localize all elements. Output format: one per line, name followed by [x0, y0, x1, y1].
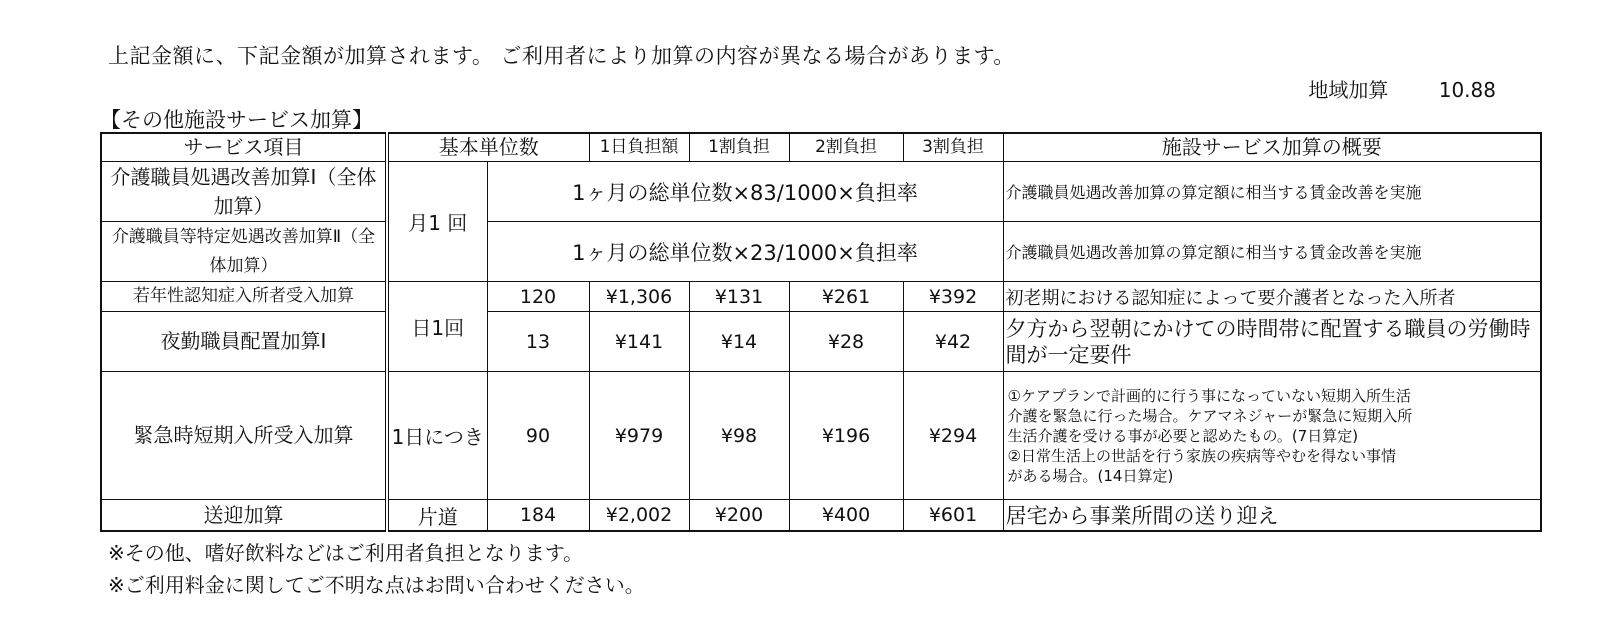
pct1-cell: ¥14	[689, 312, 789, 372]
summary-line: がある場合。(14日算定)	[1007, 466, 1174, 485]
table-row	[101, 312, 1541, 372]
region-value: 10.88	[1438, 78, 1496, 102]
pct2-cell: ¥261	[789, 282, 903, 312]
frequency: 1日につき	[387, 372, 487, 500]
daily-cell: ¥2,002	[589, 500, 689, 532]
note-line: ※その他、嗜好飲料などはご利用者負担となります。	[108, 541, 584, 565]
daily-cell: ¥141	[589, 312, 689, 372]
daily-cell: ¥979	[589, 372, 689, 500]
summary-line: 介護を緊急に行った場合。ケアマネジャーが緊急に短期入所	[1007, 406, 1413, 425]
pct2-cell: ¥400	[789, 500, 903, 532]
service-name: 介護職員処遇改善加算Ⅰ（全体加算）	[101, 162, 387, 222]
formula: 1ヶ月の総単位数×83/1000×負担率	[487, 162, 1003, 222]
region-addition	[1308, 74, 1496, 103]
summary: 介護職員処遇改善加算の算定額に相当する賃金改善を実施	[1003, 222, 1541, 282]
table-header-row	[101, 133, 1541, 162]
units-cell: 184	[487, 500, 589, 532]
header-summary: 施設サービス加算の概要	[1003, 133, 1541, 162]
service-name: 送迎加算	[101, 500, 387, 532]
header-units: 基本単位数	[387, 133, 589, 162]
header-pct2: 2割負担	[789, 133, 903, 162]
table-row	[101, 162, 1541, 222]
summary: 居宅から事業所間の送り迎え	[1003, 500, 1541, 532]
frequency: 片道	[387, 500, 487, 532]
units-cell: 13	[487, 312, 589, 372]
units-cell: 120	[487, 282, 589, 312]
frequency: 日1回	[387, 282, 487, 372]
pct1-cell: ¥131	[689, 282, 789, 312]
section-title: 【その他施設サービス加算】	[100, 108, 373, 132]
service-name: 夜勤職員配置加算Ⅰ	[101, 312, 387, 372]
summary: 介護職員処遇改善加算の算定額に相当する賃金改善を実施	[1003, 162, 1541, 222]
frequency: 月1 回	[387, 162, 487, 282]
intro-text: 上記金額に、下記金額が加算されます。 ご利用者により加算の内容が異なる場合があります。	[108, 44, 1015, 68]
table-row	[101, 372, 1541, 500]
note-line: ※ご利用料金に関してご不明な点はお問い合わせください。	[108, 573, 645, 597]
pct2-cell: ¥28	[789, 312, 903, 372]
region-label: 地域加算	[1308, 78, 1389, 102]
service-name: 介護職員等特定処遇改善加算Ⅱ（全体加算）	[101, 222, 387, 282]
pct3-cell: ¥392	[903, 282, 1003, 312]
summary-line: 生活介護を受ける事が必要と認めたもの。(7日算定)	[1007, 426, 1359, 445]
header-daily: 1日負担額	[589, 133, 689, 162]
units-cell: 90	[487, 372, 589, 500]
table-row	[101, 282, 1541, 312]
pct3-cell: ¥42	[903, 312, 1003, 372]
service-addition-table	[100, 132, 1542, 532]
pct1-cell: ¥200	[689, 500, 789, 532]
header-pct1: 1割負担	[689, 133, 789, 162]
daily-cell: ¥1,306	[589, 282, 689, 312]
summary-line: ①ケアプランで計画的に行う事になっていない短期入所生活	[1007, 386, 1411, 405]
pct3-cell: ¥601	[903, 500, 1003, 532]
summary: 初老期における認知症によって要介護者となった入所者	[1003, 282, 1541, 312]
header-service: サービス項目	[101, 133, 387, 162]
service-name: 若年性認知症入所者受入加算	[101, 282, 387, 312]
pct2-cell: ¥196	[789, 372, 903, 500]
pct3-cell: ¥294	[903, 372, 1003, 500]
table-row	[101, 500, 1541, 532]
summary: 夕方から翌朝にかけての時間帯に配置する職員の労働時間が一定要件	[1003, 312, 1541, 372]
service-name: 緊急時短期入所受入加算	[101, 372, 387, 500]
summary-line: ②日常生活上の世話を行う家族の疾病等やむを得ない事情	[1007, 446, 1396, 465]
formula: 1ヶ月の総単位数×23/1000×負担率	[487, 222, 1003, 282]
header-pct3: 3割負担	[903, 133, 1003, 162]
table-row	[101, 222, 1541, 282]
summary	[1003, 372, 1541, 500]
pct1-cell: ¥98	[689, 372, 789, 500]
